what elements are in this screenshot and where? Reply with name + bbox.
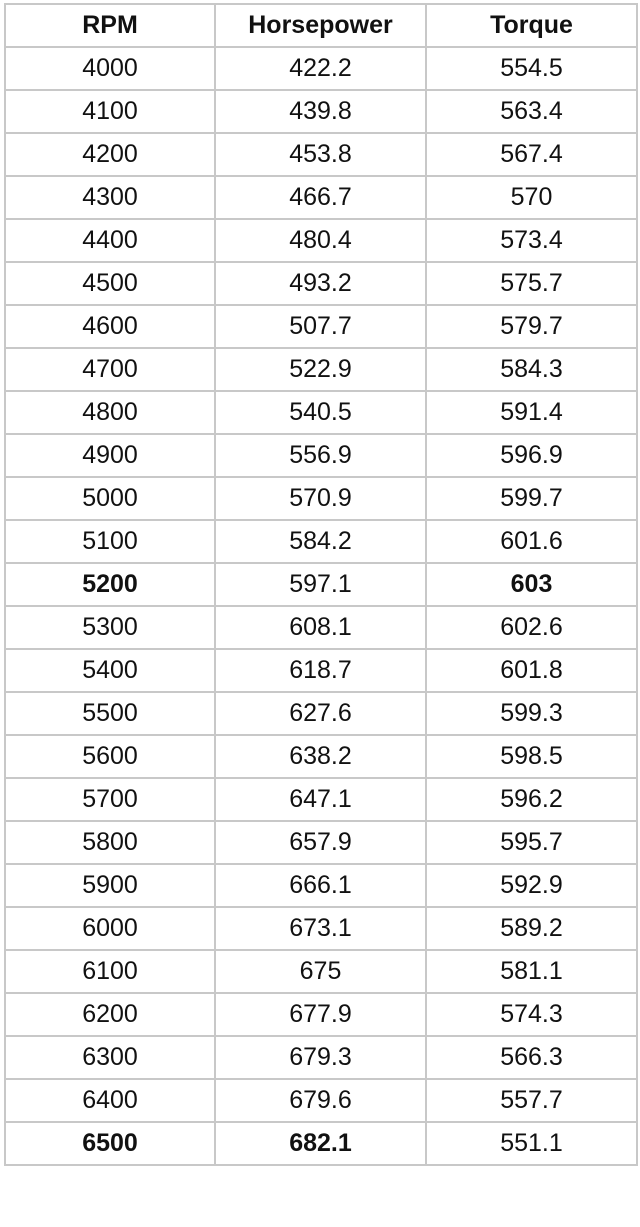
cell-torque: 598.5 xyxy=(426,735,637,778)
cell-torque: 570 xyxy=(426,176,637,219)
cell-horsepower: 682.1 xyxy=(215,1122,426,1165)
cell-torque: 554.5 xyxy=(426,47,637,90)
table-row xyxy=(5,176,637,219)
cell-torque: 599.7 xyxy=(426,477,637,520)
cell-rpm: 6200 xyxy=(5,993,215,1036)
cell-torque: 563.4 xyxy=(426,90,637,133)
header-rpm: RPM xyxy=(5,4,215,47)
cell-rpm: 4900 xyxy=(5,434,215,477)
table-row xyxy=(5,821,637,864)
table-row xyxy=(5,219,637,262)
cell-torque: 567.4 xyxy=(426,133,637,176)
table-row xyxy=(5,520,637,563)
cell-rpm: 4700 xyxy=(5,348,215,391)
cell-rpm: 6000 xyxy=(5,907,215,950)
cell-torque: 573.4 xyxy=(426,219,637,262)
cell-rpm: 6300 xyxy=(5,1036,215,1079)
cell-horsepower: 666.1 xyxy=(215,864,426,907)
table-row xyxy=(5,305,637,348)
cell-rpm: 6100 xyxy=(5,950,215,993)
cell-horsepower: 480.4 xyxy=(215,219,426,262)
cell-torque: 591.4 xyxy=(426,391,637,434)
table-row xyxy=(5,90,637,133)
cell-torque: 581.1 xyxy=(426,950,637,993)
table-header-row xyxy=(5,4,637,47)
cell-horsepower: 618.7 xyxy=(215,649,426,692)
cell-torque: 595.7 xyxy=(426,821,637,864)
table-row xyxy=(5,348,637,391)
table-row xyxy=(5,864,637,907)
table-row xyxy=(5,133,637,176)
cell-rpm: 4200 xyxy=(5,133,215,176)
cell-horsepower: 677.9 xyxy=(215,993,426,1036)
cell-torque: 596.2 xyxy=(426,778,637,821)
cell-horsepower: 453.8 xyxy=(215,133,426,176)
table-row xyxy=(5,649,637,692)
cell-torque: 574.3 xyxy=(426,993,637,1036)
cell-torque: 602.6 xyxy=(426,606,637,649)
cell-horsepower: 679.3 xyxy=(215,1036,426,1079)
cell-rpm: 4500 xyxy=(5,262,215,305)
cell-rpm: 4100 xyxy=(5,90,215,133)
table-row xyxy=(5,262,637,305)
cell-torque: 575.7 xyxy=(426,262,637,305)
cell-rpm: 5100 xyxy=(5,520,215,563)
cell-horsepower: 657.9 xyxy=(215,821,426,864)
table-row xyxy=(5,606,637,649)
cell-rpm: 6500 xyxy=(5,1122,215,1165)
cell-rpm: 5300 xyxy=(5,606,215,649)
table-row xyxy=(5,735,637,778)
cell-rpm: 5500 xyxy=(5,692,215,735)
table-row xyxy=(5,391,637,434)
table-row xyxy=(5,434,637,477)
cell-horsepower: 522.9 xyxy=(215,348,426,391)
cell-horsepower: 647.1 xyxy=(215,778,426,821)
cell-horsepower: 540.5 xyxy=(215,391,426,434)
cell-torque: 599.3 xyxy=(426,692,637,735)
cell-torque: 579.7 xyxy=(426,305,637,348)
cell-rpm: 5600 xyxy=(5,735,215,778)
table-row xyxy=(5,907,637,950)
cell-rpm: 4300 xyxy=(5,176,215,219)
table-row xyxy=(5,1122,637,1165)
table-row xyxy=(5,1036,637,1079)
cell-horsepower: 584.2 xyxy=(215,520,426,563)
cell-torque: 601.6 xyxy=(426,520,637,563)
cell-torque: 589.2 xyxy=(426,907,637,950)
table-row xyxy=(5,47,637,90)
cell-horsepower: 679.6 xyxy=(215,1079,426,1122)
cell-horsepower: 466.7 xyxy=(215,176,426,219)
cell-horsepower: 608.1 xyxy=(215,606,426,649)
cell-horsepower: 439.8 xyxy=(215,90,426,133)
dyno-table-container xyxy=(4,3,638,1166)
cell-torque: 601.8 xyxy=(426,649,637,692)
cell-rpm: 5400 xyxy=(5,649,215,692)
cell-horsepower: 673.1 xyxy=(215,907,426,950)
cell-torque: 603 xyxy=(426,563,637,606)
cell-torque: 566.3 xyxy=(426,1036,637,1079)
cell-horsepower: 570.9 xyxy=(215,477,426,520)
table-row xyxy=(5,778,637,821)
table-body xyxy=(5,47,637,1165)
cell-rpm: 5700 xyxy=(5,778,215,821)
cell-rpm: 5800 xyxy=(5,821,215,864)
cell-horsepower: 638.2 xyxy=(215,735,426,778)
table-row xyxy=(5,993,637,1036)
cell-rpm: 5200 xyxy=(5,563,215,606)
dyno-table xyxy=(4,3,638,1166)
table-row xyxy=(5,477,637,520)
cell-rpm: 4600 xyxy=(5,305,215,348)
table-row xyxy=(5,692,637,735)
cell-rpm: 5000 xyxy=(5,477,215,520)
cell-horsepower: 493.2 xyxy=(215,262,426,305)
cell-horsepower: 675 xyxy=(215,950,426,993)
cell-torque: 596.9 xyxy=(426,434,637,477)
cell-horsepower: 627.6 xyxy=(215,692,426,735)
cell-rpm: 4000 xyxy=(5,47,215,90)
cell-rpm: 5900 xyxy=(5,864,215,907)
cell-horsepower: 422.2 xyxy=(215,47,426,90)
cell-horsepower: 597.1 xyxy=(215,563,426,606)
header-torque: Torque xyxy=(426,4,637,47)
table-row xyxy=(5,950,637,993)
cell-torque: 551.1 xyxy=(426,1122,637,1165)
header-horsepower: Horsepower xyxy=(215,4,426,47)
cell-horsepower: 556.9 xyxy=(215,434,426,477)
cell-torque: 592.9 xyxy=(426,864,637,907)
table-row xyxy=(5,1079,637,1122)
cell-rpm: 4400 xyxy=(5,219,215,262)
cell-rpm: 4800 xyxy=(5,391,215,434)
cell-torque: 584.3 xyxy=(426,348,637,391)
cell-rpm: 6400 xyxy=(5,1079,215,1122)
table-row xyxy=(5,563,637,606)
cell-horsepower: 507.7 xyxy=(215,305,426,348)
cell-torque: 557.7 xyxy=(426,1079,637,1122)
